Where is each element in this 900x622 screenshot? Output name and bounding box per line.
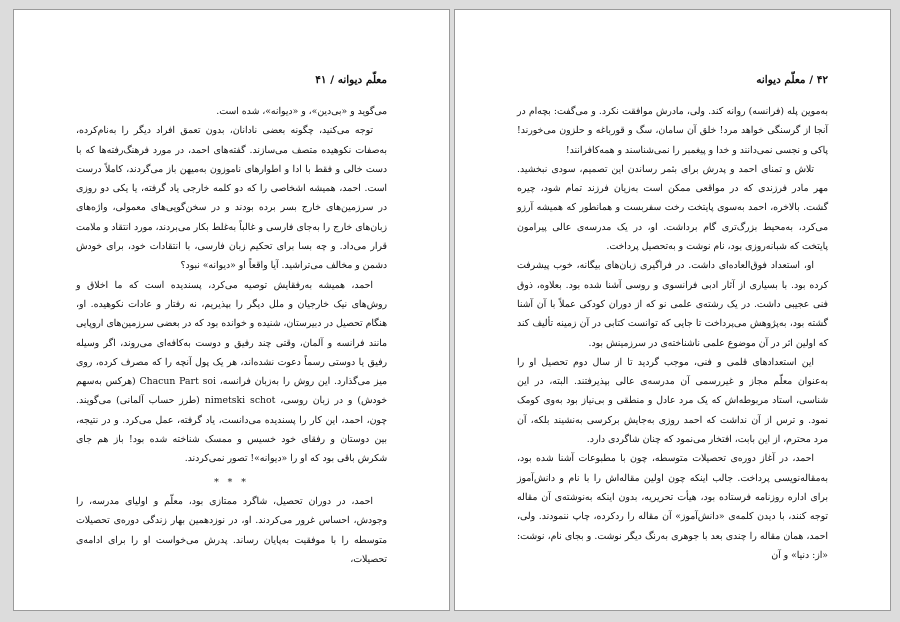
book-title: معلّم دیوانه xyxy=(337,74,387,86)
page-header xyxy=(76,72,387,88)
header-separator: / xyxy=(330,74,335,86)
left-page xyxy=(13,9,450,611)
page-number: ۴۲ xyxy=(816,74,828,86)
page-number: ۴۱ xyxy=(315,74,327,86)
right-page xyxy=(454,9,891,611)
paragraph: این استعدادهای قلمی و فنی، موجب گردید تا از سال دوم تحصیل او را به‌عنوان معلّم مجاز و غیررسمی آن مدرسه‌ی عالی بپذیرفتند. البته، در این شناسی، استاد مربوطه‌اش که یک مرد عادل و منطقی و بی‌نیاز بود به‌وی کومک نمود. و ترس از آن نداشت که احمد روزی به‌جایش برکرسی به‌نشیند بلکه، آن مرد محترم، از این بابت، افتخار می‌نمود که چنان شاگردی دارد. xyxy=(517,356,828,446)
paragraph: تلاش و تمنای احمد و پدرش برای بثمر رساندن این تصمیم، سودی نبخشید. مهر مادر فرزندی که در مواقعی ممکن است به‌زیان فرزند تمام شود، چیره گشت. بالاخره، احمد به‌سوی پایتخت رخت سفربست و همانطور که همیشه آرزو می‌کرد، به‌محیط بزرگ‌تری گام برداشت. او، در یک مدرسه‌ی عالی پیرامون پایتخت که شبانه‌روزی بود، نام نوشت و به‌تحصیل پرداخت. xyxy=(517,163,828,253)
page-header xyxy=(517,72,828,88)
paragraph: می‌گوید و «بی‌دین»، و «دیوانه»، شده است. xyxy=(216,106,387,117)
page-body xyxy=(76,102,387,569)
paragraph: به‌موین پله (فرانسه) روانه کند. ولی، مادرش موافقت نکرد. و می‌گفت: بچه‌ام در آنجا از گرسنگی خواهد مرد! خلق آن سامان، سگ و قورباغه و حلزون می‌خورند! پاکی و نجسی نمی‌دانند و خدا و پیغمبر را نمی‌شناسند و همه‌کافرانند! xyxy=(517,106,828,156)
paragraph: او، استعداد فوق‌العاده‌ای داشت. در فراگیری زبان‌های بیگانه، خوب پیشرفت کرده بود. با بسیاری از آثار ادبی فرانسوی و روسی آشنا شده بود. بعلاوه، ذوق فنی عجیبی داشت. در یک رشته‌ی علمی نو که از دوران کودکی عملاً با آن آشنا گشته بود، به‌پژوهش می‌پرداخت تا جایی که توانست کتابی در آن زمینه تألیف کند که اولین اثر در آن موضوع علمی ناشناخته‌ی در سرزمینش بود. xyxy=(517,260,828,349)
header-separator: / xyxy=(809,74,814,86)
paragraph: احمد، در آغاز دوره‌ی تحصیلات متوسطه، چون با مطبوعات آشنا شده بود، به‌مقاله‌نویسی پرداخت. جالب اینکه چون اولین مقاله‌اش را با نام و دانش‌آموز برای اداره روزنامه فرستاده بود، هیأت تحریریه، بدون اینکه به‌نوشته‌ی آن مقاله توجه کنند، با دیدن کلمه‌ی «دانش‌آموز» آن مقاله را ردکرده، چاپ ننمودند. ولی، احمد، همان مقاله را چندی بعد با جوهری به‌رنگ دیگر نوشت. و بجای نام، نوشت: «از: دنیا» و آن xyxy=(517,453,828,561)
section-separator: * * * xyxy=(214,476,249,488)
paragraph: احمد، همیشه به‌رفقایش توصیه می‌کرد، پسندیده است که ما اخلاق و روش‌های نیک خارجیان و ملل دیگر را بپذیریم، نه رفتار و عادات نکوهیده. او، هنگام تحصیل در دبیرستان، شنیده و خوانده بود که در بعضی سرزمین‌های اروپایی مانند فرانسه و آلمان، وقتی چند رفیق و دوست به‌کافه‌ای می‌روند، اگر وسیله رفیق یا دوستی رسماً دعوت نشده‌اند، هر یک پول آنچه را که مصرف کرده، روی میز می‌گذارد. این روش را به‌زبان فرانسه، Chacun Part soi (هرکس به‌سهم خودش) و در زبان روسی، nimetski schot (طرز حساب آلمانی) می‌گویند. چون، احمد، این کار را پسندیده می‌دانست، یاد گرفته، عمل می‌کرد. و در نتیجه، بین دوستان و رفقای خود خسیس و ممسک شناخته شده بود! باز هم جای شکرش باقی بود که او را «دیوانه»! تصور نمی‌کردند. xyxy=(76,279,387,465)
paragraph: احمد، در دوران تحصیل، شاگرد ممتازی بود، معلّم و اولیای مدرسه، را وجودش، احساس غرور می‌کردند. او، در نوزدهمین بهار زندگی دوره‌ی تحصیلات متوسطه را با موفقیت به‌پایان رساند. پدرش می‌خواست او را برای ادامه‌ی تحصیلات، xyxy=(76,495,387,565)
book-title: معلّم دیوانه xyxy=(756,74,806,86)
header-title-group xyxy=(756,74,828,86)
paragraph: توجه می‌کنید، چگونه بعضی نادانان، بدون تعمق افراد دیگر را به‌نام‌کرده، به‌صفات نکوهیده متصف می‌سازند. گفته‌های احمد، در مورد فرهنگ‌رفته‌ها که با دست خالی و فقط با ادا و اطوارهای ناموزون به‌میهن باز می‌گردند، کاملاً درست است. احمد، همیشه اشخاصی را که دو کلمه خارجی یاد گرفته، یا یکی دو روزی در سرزمین‌های خارج بسر برده بودند و در سخن‌گویی‌های معمولی، واژه‌های زبان‌های خارج را به‌جای فارسی و غالباً به‌غلط بکار می‌بردند، مورد انتقاد و ملامت قرار می‌داد. و چه بسا برای تحکیم زبان فارسی، با انتقادات خود، برای خودش دشمن و مخالف می‌تراشید. آیا واقعاً او «دیوانه» نبود؟ xyxy=(76,125,387,272)
page-body xyxy=(517,102,828,565)
header-title-group xyxy=(315,74,387,86)
